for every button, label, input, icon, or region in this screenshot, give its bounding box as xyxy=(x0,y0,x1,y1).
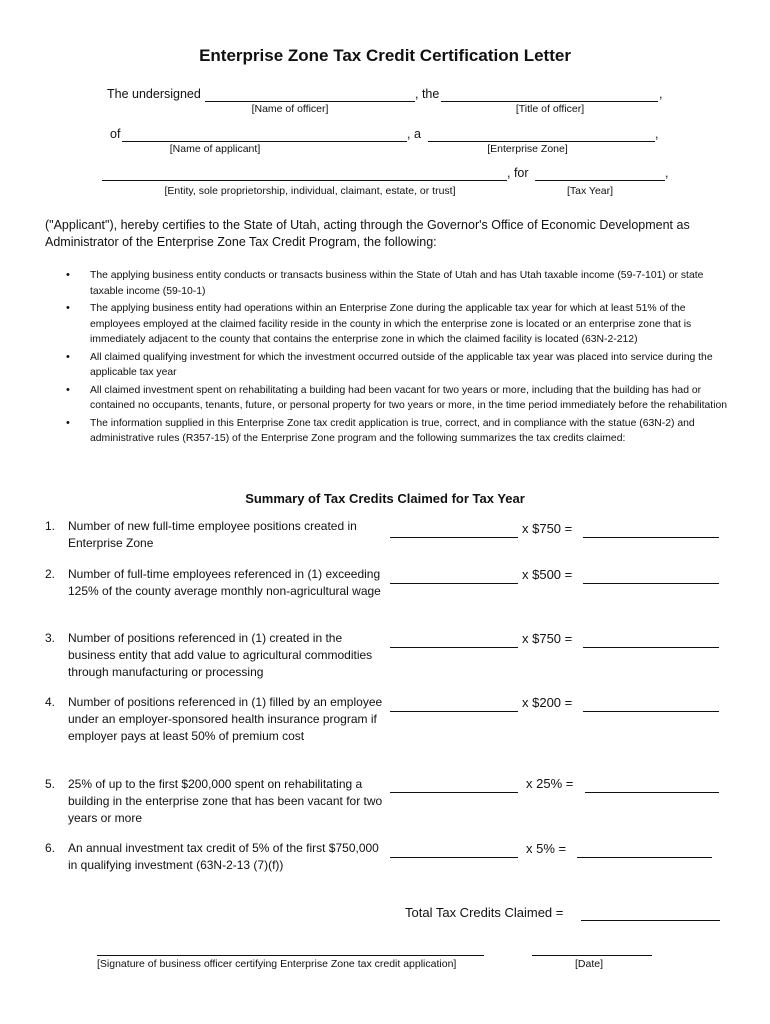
tax-year-field[interactable] xyxy=(535,180,665,181)
item-6-multiplier: x 5% = xyxy=(526,841,567,856)
date-field[interactable] xyxy=(532,955,652,956)
item-5-multiplier: x 25% = xyxy=(526,776,574,791)
officer-title-caption: [Title of officer] xyxy=(515,103,585,115)
tax-year-caption: [Tax Year] xyxy=(566,185,614,197)
list-item: • The applying business entity conducts or transacts business within the State of Utah and has Utah taxable income (59-7-101) or state taxable income (59-10-1) xyxy=(48,268,728,299)
the-label: , the xyxy=(415,87,440,101)
item-4-result-field[interactable] xyxy=(583,711,719,712)
total-field[interactable] xyxy=(581,920,720,921)
item-number: 6. xyxy=(45,841,56,855)
item-text: Number of full-time employees referenced in (1) exceeding 125% of the county average monthly non-agricultural wage xyxy=(68,567,381,598)
entity-field[interactable] xyxy=(102,180,507,181)
comma-3: , xyxy=(665,166,669,180)
enterprise-zone-field[interactable] xyxy=(428,141,655,142)
item-number: 2. xyxy=(45,567,56,581)
list-item: • The applying business entity had operations within an Enterprise Zone during the applicable tax year for which at least 51% of the employees employed at the claimed facility reside in the county in which the enterprise zone is located or an enterprise zone that is immediately adjacent to the county that contains the enterprise zone in which the claimed facility is located (63N-2-212) xyxy=(48,301,728,348)
undersigned-label: The undersigned xyxy=(107,87,201,101)
item-number: 4. xyxy=(45,695,56,709)
item-2-result-field[interactable] xyxy=(583,583,719,584)
summary-title: Summary of Tax Credits Claimed for Tax Year xyxy=(245,491,525,506)
item-2-multiplier: x $500 = xyxy=(522,567,573,582)
item-6-quantity-field[interactable] xyxy=(390,857,518,858)
item-2-quantity-field[interactable] xyxy=(390,583,518,584)
officer-name-caption: [Name of officer] xyxy=(251,103,329,115)
comma-2: , xyxy=(655,127,659,141)
item-text: 25% of up to the first $200,000 spent on rehabilitating a building in the enterprise zone that has been vacant for two years or more xyxy=(68,777,383,825)
signature-caption: [Signature of business officer certifying Enterprise Zone tax credit application] xyxy=(97,958,457,970)
item-number: 5. xyxy=(45,777,56,791)
item-4-multiplier: x $200 = xyxy=(522,695,573,710)
officer-title-field[interactable] xyxy=(441,101,658,102)
item-4-quantity-field[interactable] xyxy=(390,711,518,712)
comma-1: , xyxy=(659,87,663,101)
for-label: , for xyxy=(507,166,529,180)
item-6-result-field[interactable] xyxy=(577,857,712,858)
intro-paragraph: ("Applicant"), hereby certifies to the State of Utah, acting through the Governor's Office of Economic Development as Administrator of the Enterprise Zone Tax Credit Program, the following: xyxy=(45,218,690,249)
applicant-name-field[interactable] xyxy=(122,141,407,142)
list-item: • All claimed qualifying investment for which the investment occurred outside of the applicable tax year was placed into service during the applicable tax year xyxy=(48,350,728,381)
page-title: Enterprise Zone Tax Credit Certification Letter xyxy=(199,46,571,65)
item-number: 3. xyxy=(45,631,56,645)
item-5-quantity-field[interactable] xyxy=(390,792,518,793)
total-label: Total Tax Credits Claimed = xyxy=(405,905,564,920)
enterprise-zone-caption: [Enterprise Zone] xyxy=(487,143,568,155)
item-3-multiplier: x $750 = xyxy=(522,631,573,646)
item-5-result-field[interactable] xyxy=(585,792,719,793)
entity-caption: [Entity, sole proprietorship, individual, claimant, estate, or trust] xyxy=(164,185,456,197)
item-3-quantity-field[interactable] xyxy=(390,647,518,648)
certification-list xyxy=(48,268,728,449)
item-number: 1. xyxy=(45,519,56,533)
list-item: • All claimed investment spent on rehabilitating a building had been vacant for two years or more, including that the building has had or contained no occupants, tenants, future, or personal property for two years or more, in the time period immediately before the rehabilitation xyxy=(48,383,728,414)
item-text: Number of new full-time employee positions created in Enterprise Zone xyxy=(68,519,357,550)
a-label: , a xyxy=(407,127,421,141)
item-1-quantity-field[interactable] xyxy=(390,537,518,538)
officer-name-field[interactable] xyxy=(205,101,415,102)
date-caption: [Date] xyxy=(575,958,604,970)
of-label: of xyxy=(110,127,121,141)
item-text: Number of positions referenced in (1) filled by an employee under an employer-sponsored health insurance program if employer pays at least 50% of premium cost xyxy=(68,695,383,743)
item-3-result-field[interactable] xyxy=(583,647,719,648)
applicant-name-caption: [Name of applicant] xyxy=(169,143,261,155)
list-item: • The information supplied in this Enterprise Zone tax credit application is true, correct, and in compliance with the statue (63N-2) and administrative rules (R357-15) of the Enterprise Zone program and the following summarizes the tax credits claimed: xyxy=(48,416,728,447)
item-text: An annual investment tax credit of 5% of the first $750,000 in qualifying investment (63N-2-13 (7)(f)) xyxy=(68,841,379,872)
item-1-result-field[interactable] xyxy=(583,537,719,538)
item-1-multiplier: x $750 = xyxy=(522,521,573,536)
signature-field[interactable] xyxy=(97,955,484,956)
item-text: Number of positions referenced in (1) created in the business entity that add value to agricultural commodities through manufacturing or processing xyxy=(68,631,373,679)
